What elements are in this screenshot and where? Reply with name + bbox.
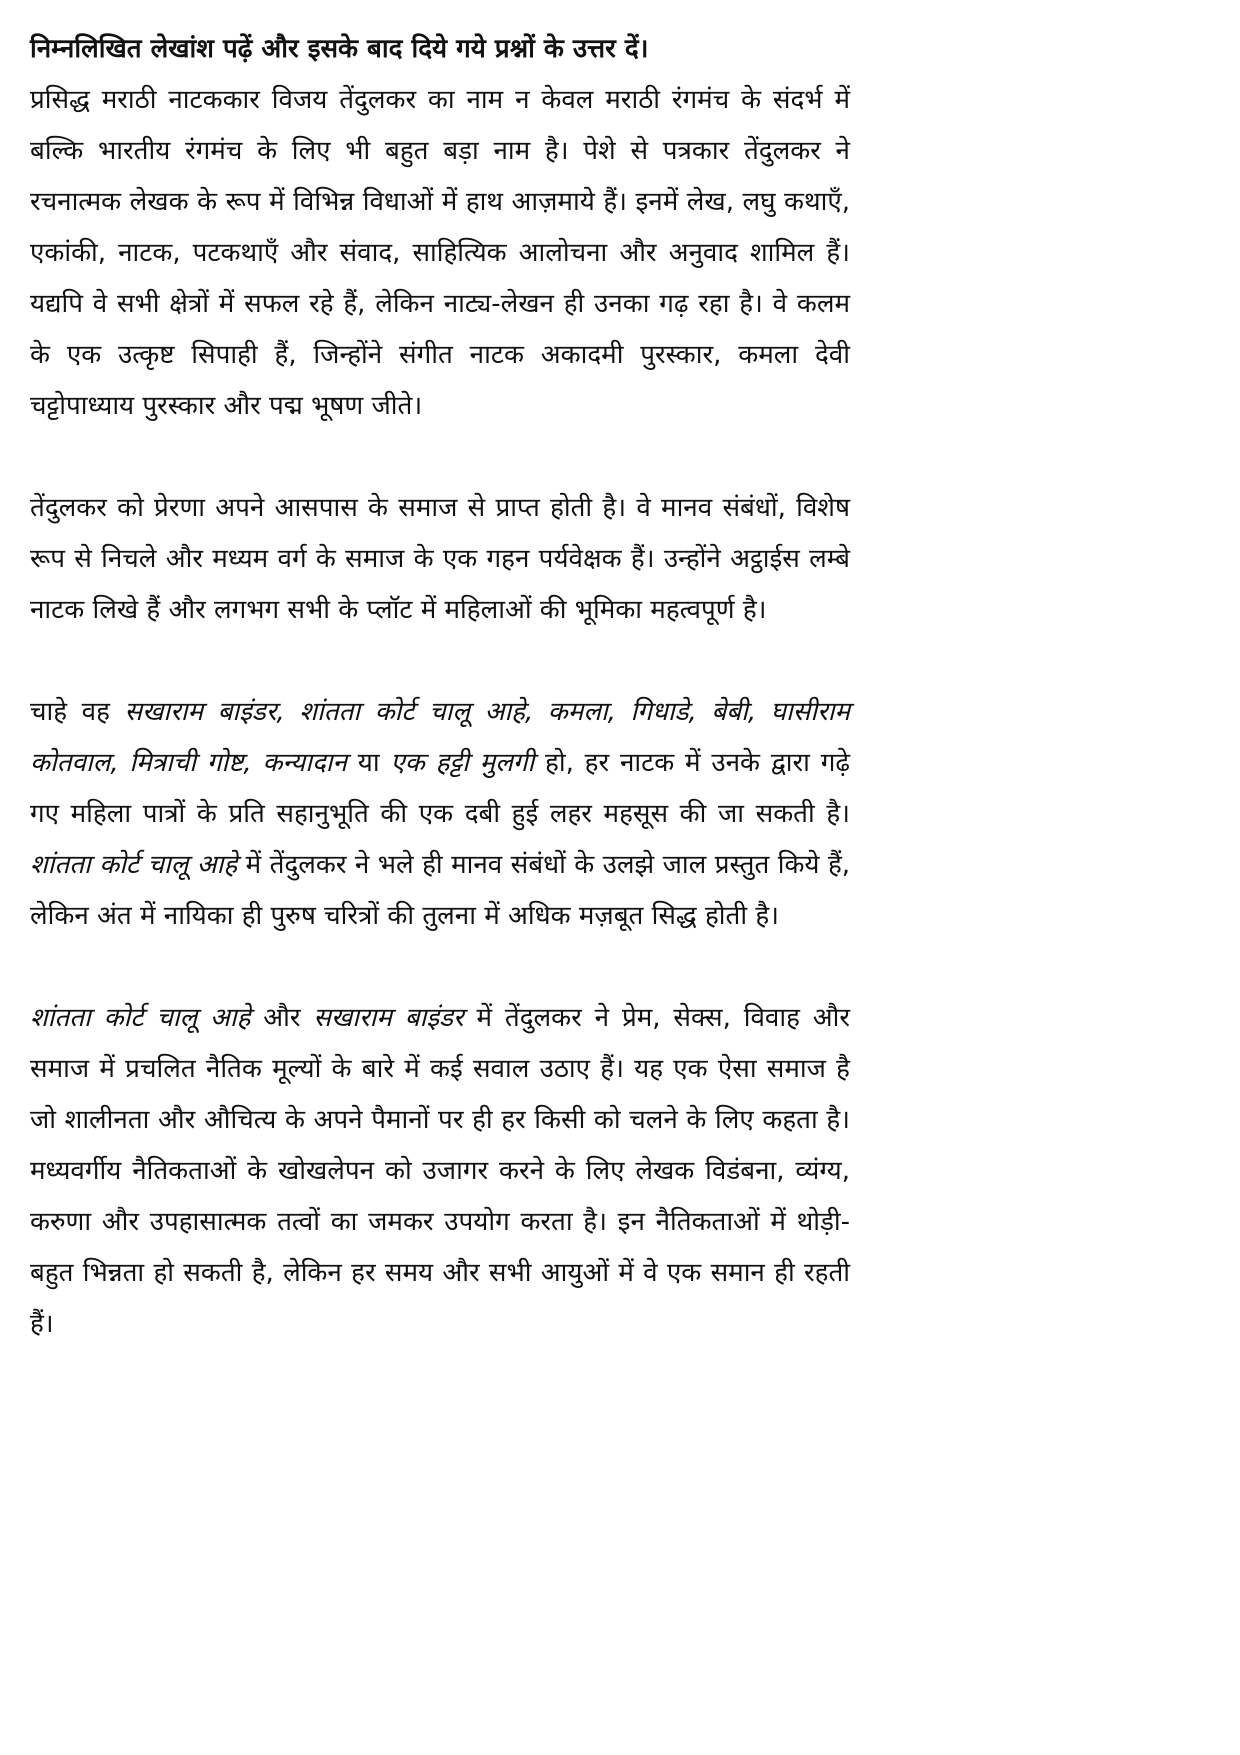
text-segment: और — [250, 1003, 314, 1033]
play-title: शांतता कोर्ट चालू आहे — [30, 1003, 251, 1033]
play-titles-list: सखाराम बाइंडर, शांतता कोर्ट चालू आहे, कमला, गिधाडे, बेबी, घासीराम कोतवाल, मित्राची गोष्ट, कन्यादान — [30, 697, 850, 778]
text-segment: चाहे वह — [30, 697, 125, 727]
play-title: सखाराम बाइंडर — [313, 1003, 464, 1033]
paragraph-gap — [30, 942, 850, 993]
play-title: शांतता कोर्ट चालू आहे — [30, 850, 238, 880]
text-segment: या — [346, 748, 391, 778]
text-segment: में तेंदुलकर ने भले ही मानव संबंधों के उलझे जाल प्रस्तुत किये हैं, लेकिन अंत में नायिका ही पुरुष चरित्रों की तुलना में अधिक मज़बूत सिद्ध होती है। — [30, 850, 851, 931]
text-segment: में तेंदुलकर ने प्रेम, सेक्स, विवाह और समाज में प्रचलित नैतिक मूल्यों के बारे में कई सवाल उठाए हैं। यह एक ऐसा समाज है जो शालीनता और औचित्य के अपने पैमानों पर ही हर किसी को चलने के लिए कहता है। मध्यवर्गीय नैतिकताओं के खोखलेपन को उजागर करने के लिए लेखक विडंबना, व्यंग्य, करुणा और उपहासात्मक तत्वों का जमकर उपयोग करता है। इन नैतिकताओं में थोड़ी-बहुत भिन्नता हो सकती है, लेकिन हर समय और सभी आयुओं में वे एक समान ही रहती हैं। — [30, 1003, 850, 1339]
paragraph-plays — [30, 687, 850, 942]
play-title: एक हट्टी मुलगी — [390, 748, 535, 778]
paragraph-inspiration: तेंदुलकर को प्रेरणा अपने आसपास के समाज से प्राप्त होती है। वे मानव संबंधों, विशेष रूप से निचले और मध्यम वर्ग के समाज के एक गहन पर्यवेक्षक हैं। उन्होंने अट्ठाईस लम्बे नाटक लिखे हैं और लगभग सभी के प्लॉट में महिलाओं की भूमिका महत्वपूर्ण है। — [30, 493, 850, 625]
paragraph-intro: प्रसिद्ध मराठी नाटककार विजय तेंदुलकर का नाम न केवल मराठी रंगमंच के संदर्भ में बल्कि भारतीय रंगमंच के लिए भी बहुत बड़ा नाम है। पेशे से पत्रकार तेंदुलकर ने रचनात्मक लेखक के रूप में विभिन्न विधाओं में हाथ आज़माये हैं। इनमें लेख, लघु कथाएँ, एकांकी, नाटक, पटकथाएँ और संवाद, साहित्यिक आलोचना और अनुवाद शामिल हैं। यद्यपि वे सभी क्षेत्रों में सफल रहे हैं, लेकिन नाट्य-लेखन ही उनका गढ़ रहा है। वे कलम के एक उत्कृष्ट सिपाही हैं, जिन्होंने संगीत नाटक अकादमी पुरस्कार, कमला देवी चट्टोपाध्याय पुरस्कार और पद्म भूषण जीते। — [30, 85, 850, 421]
paragraph-morality — [30, 993, 850, 1350]
text-segment: हो, हर नाटक में उनके द्वारा गढ़े गए महिला पात्रों के प्रति सहानुभूति की एक दबी हुई लहर महसूस की जा सकती है। — [30, 748, 850, 829]
paragraph-gap — [30, 636, 850, 687]
instruction-heading: निम्नलिखित लेखांश पढ़ें और इसके बाद दिये गये प्रश्नों के उत्तर दें। — [30, 34, 649, 64]
paragraph-gap — [30, 432, 850, 483]
document-page — [30, 24, 850, 1350]
